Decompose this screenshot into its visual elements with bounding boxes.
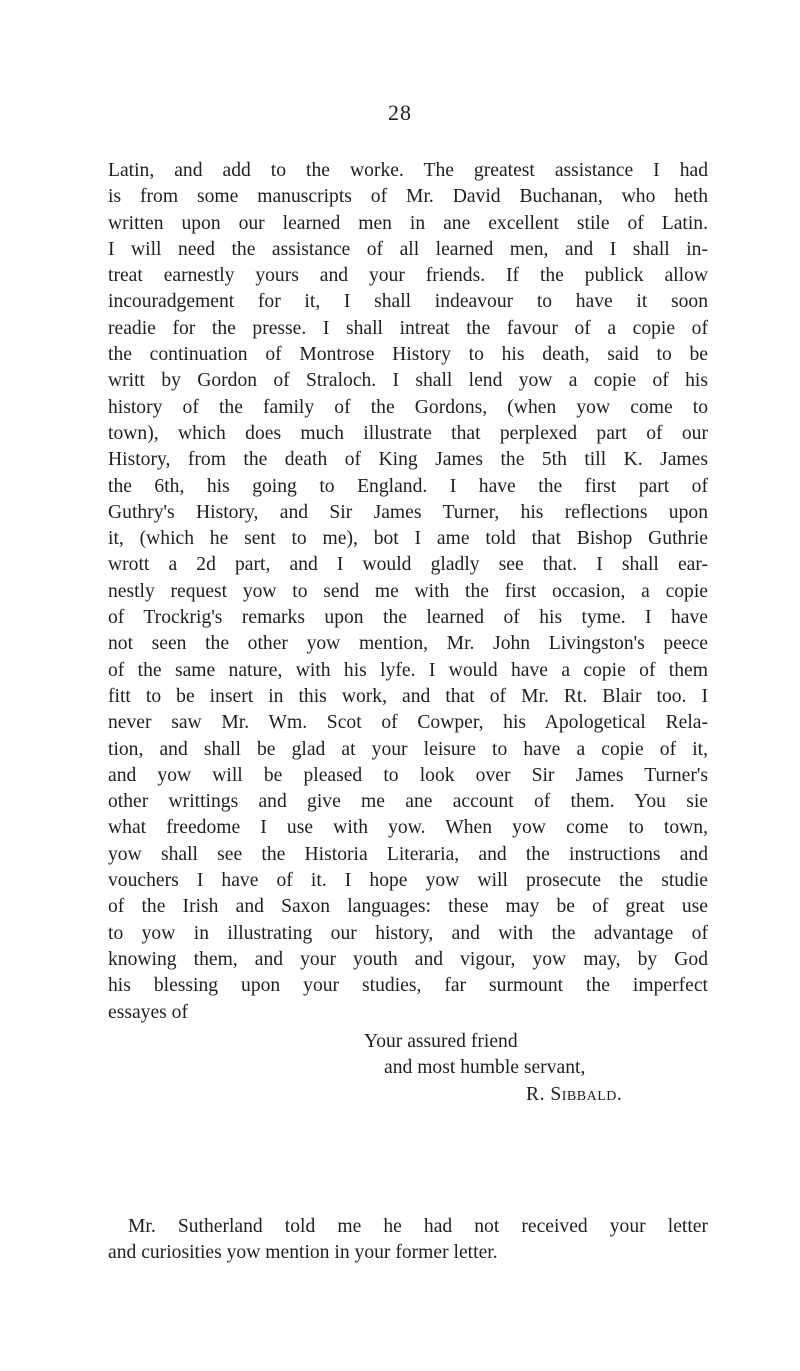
- closing-block: [0, 1029, 800, 1108]
- body-line: History, from the death of King James the 5th till K. James: [108, 449, 708, 471]
- body-line: fitt to be insert in this work, and that of Mr. Rt. Blair too. I: [108, 685, 708, 707]
- body-line: not seen the other yow mention, Mr. John Livingston's peece: [108, 633, 708, 655]
- body-line: history of the family of the Gordons, (when yow come to: [108, 396, 708, 418]
- body-line: treat earnestly yours and your friends. If the publick allow: [108, 265, 708, 287]
- body-line: town), which does much illustrate that perplexed part of our: [108, 422, 708, 444]
- body-line: the continuation of Montrose History to his death, said to be: [108, 344, 708, 366]
- body-line: is from some manuscripts of Mr. David Buchanan, who heth: [108, 186, 708, 208]
- page-number: 28: [388, 100, 412, 125]
- body-line: never saw Mr. Wm. Scot of Cowper, his Apologetical Rela-: [108, 712, 708, 734]
- body-line: of the same nature, with his lyfe. I would have a copie of them: [108, 659, 708, 681]
- body-line: and yow will be pleased to look over Sir James Turner's: [108, 764, 708, 786]
- body-line: tion, and shall be glad at your leisure to have a copie of it,: [108, 738, 708, 760]
- body-line: yow shall see the Historia Literaria, and the instructions and: [108, 843, 708, 865]
- body-line: written upon our learned men in ane excellent stile of Latin.: [108, 212, 708, 234]
- body-line: Latin, and add to the worke. The greatest assistance I had: [108, 160, 708, 181]
- body-line: nestly request yow to send me with the first occasion, a copie: [108, 580, 708, 602]
- body-line: incouradgement for it, I shall indeavour to have it soon: [108, 291, 708, 313]
- body-line: writt by Gordon of Straloch. I shall lend yow a copie of his: [108, 370, 708, 392]
- body-line: Guthry's History, and Sir James Turner, his reflections upon: [108, 501, 708, 523]
- body-line: it, (which he sent to me), bot I ame told that Bishop Guthrie: [108, 528, 708, 550]
- letter-body: [108, 158, 708, 1026]
- body-line: of Trockrig's remarks upon the learned of his tyme. I have: [108, 607, 708, 629]
- closing-salutation: Your assured friend: [364, 1031, 518, 1052]
- signature: R. Sibbald.: [526, 1083, 623, 1105]
- postscript-line: and curiosities yow mention in your former letter.: [108, 1242, 498, 1264]
- body-line: of the Irish and Saxon languages: these may be of great use: [108, 896, 708, 918]
- postscript: [108, 1214, 708, 1267]
- body-line: the 6th, his going to England. I have the first part of: [108, 475, 708, 497]
- body-line: other writtings and give me ane account of them. You sie: [108, 791, 708, 813]
- body-line: knowing them, and your youth and vigour, yow may, by God: [108, 948, 708, 970]
- body-line: I will need the assistance of all learned men, and I shall in-: [108, 238, 708, 260]
- body-line: wrott a 2d part, and I would gladly see that. I shall ear-: [108, 554, 708, 576]
- body-line: what freedome I use with yow. When yow come to town,: [108, 817, 708, 839]
- body-line: essayes of: [108, 1001, 188, 1023]
- body-line: to yow in illustrating our history, and with the advantage of: [108, 922, 708, 944]
- body-line: his blessing upon your studies, far surmount the imperfect: [108, 975, 708, 997]
- body-line: readie for the presse. I shall intreat the favour of a copie of: [108, 317, 708, 339]
- body-line: vouchers I have of it. I hope yow will prosecute the studie: [108, 870, 708, 892]
- closing-servant: and most humble servant,: [384, 1057, 586, 1079]
- postscript-line: Mr. Sutherland told me he had not received your letter: [128, 1216, 708, 1237]
